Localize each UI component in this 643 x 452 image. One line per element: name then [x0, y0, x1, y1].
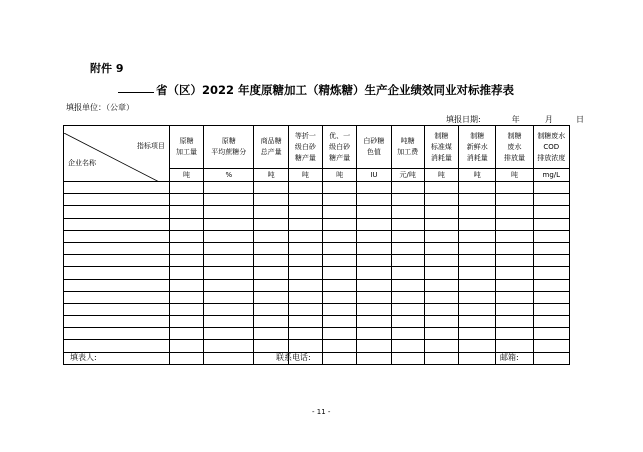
indicator-header: 指标项目: [136, 141, 165, 150]
unit-cell: 吨: [459, 169, 496, 182]
table-row: [64, 352, 570, 364]
table-cell[interactable]: [391, 279, 424, 291]
unit-cell: 吨: [169, 169, 203, 182]
table-cell[interactable]: [391, 255, 424, 267]
table-cell[interactable]: [357, 218, 391, 230]
filler-label: 填表人:: [70, 353, 97, 362]
table-cell[interactable]: [391, 303, 424, 315]
table-cell[interactable]: [357, 206, 391, 218]
table-cell[interactable]: [323, 230, 357, 242]
table-cell[interactable]: [323, 352, 357, 364]
table-cell[interactable]: [204, 340, 254, 352]
unit-cell: mg/L: [533, 169, 569, 182]
annex-label: 附件 9: [90, 62, 124, 75]
column-header-line: 级白砂: [329, 142, 351, 151]
table-cell[interactable]: [533, 328, 569, 340]
table-cell[interactable]: [357, 352, 391, 364]
table-cell[interactable]: [169, 279, 203, 291]
column-header-line: 排放量: [503, 153, 525, 162]
table-cell[interactable]: [459, 291, 496, 303]
table-cell[interactable]: [533, 182, 569, 194]
table-cell[interactable]: [64, 291, 170, 303]
table-cell[interactable]: [424, 242, 458, 254]
column-header-line: 总产量: [260, 148, 282, 156]
table-cell[interactable]: [323, 279, 357, 291]
table-cell[interactable]: [459, 194, 496, 206]
table-cell[interactable]: [288, 230, 322, 242]
table-cell[interactable]: [496, 182, 533, 194]
table-row: [64, 303, 570, 315]
table-cell[interactable]: [169, 218, 203, 230]
table-cell[interactable]: [254, 316, 288, 328]
table-cell[interactable]: [459, 352, 496, 364]
table-cell[interactable]: [391, 352, 424, 364]
column-header-line: 吨糖: [400, 137, 415, 145]
table-cell[interactable]: [64, 279, 170, 291]
unit-cell: 吨: [323, 169, 357, 182]
table-cell[interactable]: [204, 316, 254, 328]
table-cell[interactable]: [288, 218, 322, 230]
table-cell[interactable]: [424, 316, 458, 328]
table-cell[interactable]: [496, 340, 533, 352]
table-cell[interactable]: [459, 218, 496, 230]
column-header-line: 消耗量: [430, 153, 452, 162]
column-header-line: 新鲜水: [466, 142, 488, 151]
table-cell[interactable]: [424, 194, 458, 206]
table-cell[interactable]: [533, 352, 569, 364]
table-cell[interactable]: [459, 182, 496, 194]
recommendation-table: [63, 125, 570, 365]
table-cell[interactable]: [533, 206, 569, 218]
column-header-line: 糖产量: [294, 153, 316, 162]
column-header: [496, 126, 533, 169]
table-cell[interactable]: [323, 255, 357, 267]
table-cell[interactable]: [204, 182, 254, 194]
table-cell[interactable]: [357, 303, 391, 315]
table-cell[interactable]: [323, 291, 357, 303]
table-cell[interactable]: [204, 328, 254, 340]
table-cell[interactable]: [323, 218, 357, 230]
column-header-line: 白砂糖: [363, 137, 385, 145]
table-cell[interactable]: [204, 194, 254, 206]
table-cell[interactable]: [204, 267, 254, 279]
table-cell[interactable]: [204, 255, 254, 267]
column-header-line: 原糖: [179, 137, 194, 145]
table-cell[interactable]: [533, 291, 569, 303]
table-cell[interactable]: [459, 267, 496, 279]
table-cell[interactable]: [288, 291, 322, 303]
table-cell[interactable]: [357, 279, 391, 291]
table-cell[interactable]: [424, 267, 458, 279]
table-cell[interactable]: [357, 316, 391, 328]
table-cell[interactable]: [204, 303, 254, 315]
table-cell[interactable]: [323, 194, 357, 206]
table-cell[interactable]: [169, 230, 203, 242]
table-cell[interactable]: [64, 255, 170, 267]
column-header-line: 制糖: [434, 131, 449, 140]
table-cell[interactable]: [391, 230, 424, 242]
table-cell[interactable]: [64, 194, 170, 206]
table-cell[interactable]: [496, 328, 533, 340]
column-header-line: 等折一: [294, 131, 316, 140]
fill-date: [446, 114, 584, 125]
column-header-line: 制糖废水: [537, 131, 566, 140]
table-cell[interactable]: [254, 328, 288, 340]
table-cell[interactable]: [496, 291, 533, 303]
table-cell[interactable]: [169, 352, 203, 364]
table-cell[interactable]: [533, 267, 569, 279]
column-header-line: 加工量: [175, 148, 197, 156]
diagonal-header-cell: [64, 126, 170, 182]
table-cell[interactable]: [288, 316, 322, 328]
table-cell[interactable]: [323, 182, 357, 194]
fill-date-year: 年: [511, 115, 520, 124]
table-cell[interactable]: [496, 218, 533, 230]
table-cell[interactable]: [391, 182, 424, 194]
table-row: [64, 316, 570, 328]
table-cell[interactable]: [357, 291, 391, 303]
table-cell[interactable]: [254, 206, 288, 218]
table-cell[interactable]: [64, 242, 170, 254]
table-cell[interactable]: [323, 316, 357, 328]
table-cell[interactable]: [323, 340, 357, 352]
table-cell[interactable]: [169, 316, 203, 328]
table-cell[interactable]: [459, 316, 496, 328]
email-label: 邮箱:: [500, 353, 519, 362]
table-cell[interactable]: [533, 316, 569, 328]
page-number: - 11 -: [312, 408, 331, 416]
table-cell[interactable]: [391, 267, 424, 279]
table-cell[interactable]: [169, 267, 203, 279]
column-header-line: 废水: [507, 142, 522, 151]
table-cell[interactable]: [288, 182, 322, 194]
table-cell[interactable]: [64, 182, 170, 194]
table-cell[interactable]: [288, 255, 322, 267]
table-cell[interactable]: [64, 230, 170, 242]
unit-cell: 吨: [288, 169, 322, 182]
column-header: [288, 126, 322, 169]
unit-cell: 吨: [424, 169, 458, 182]
table-cell[interactable]: [254, 303, 288, 315]
table-cell[interactable]: [254, 267, 288, 279]
column-header-line: 制糖: [470, 131, 485, 140]
table-cell[interactable]: [323, 267, 357, 279]
table-cell[interactable]: [424, 206, 458, 218]
table-cell[interactable]: [357, 242, 391, 254]
table-cell[interactable]: [254, 182, 288, 194]
table-row: [64, 328, 570, 340]
table-cell[interactable]: [496, 255, 533, 267]
table-row: [64, 194, 570, 206]
column-header-line: COD: [543, 142, 560, 151]
column-header-line: 标准煤: [430, 142, 452, 151]
table-cell[interactable]: [357, 328, 391, 340]
column-header-line: 排放浓度: [537, 153, 566, 162]
table-cell[interactable]: [288, 340, 322, 352]
table-cell[interactable]: [424, 303, 458, 315]
table-cell[interactable]: [357, 230, 391, 242]
unit-cell: 元/吨: [391, 169, 424, 182]
table-cell[interactable]: [204, 206, 254, 218]
table-cell[interactable]: [424, 340, 458, 352]
table-cell[interactable]: [64, 267, 170, 279]
table-cell[interactable]: [496, 242, 533, 254]
table-cell[interactable]: [459, 242, 496, 254]
table-cell[interactable]: [533, 279, 569, 291]
table-cell[interactable]: [496, 206, 533, 218]
table-cell[interactable]: [288, 267, 322, 279]
table-cell[interactable]: [288, 303, 322, 315]
table-row: [64, 206, 570, 218]
table-cell[interactable]: [424, 230, 458, 242]
table-row: [64, 291, 570, 303]
table-cell[interactable]: [533, 194, 569, 206]
title-blank-line: [118, 92, 154, 93]
table-cell[interactable]: [64, 206, 170, 218]
table-cell[interactable]: [391, 340, 424, 352]
table-cell[interactable]: [357, 267, 391, 279]
table-cell[interactable]: [254, 255, 288, 267]
column-header-line: 消耗量: [466, 153, 488, 162]
column-header: [204, 126, 254, 169]
fill-unit-label: 填报单位：（公章）: [66, 103, 134, 112]
column-header: [424, 126, 458, 169]
column-header-line: 制糖: [507, 131, 522, 140]
fill-date-label: 填报日期:: [446, 115, 481, 124]
table-cell[interactable]: [204, 352, 254, 364]
table-cell[interactable]: [496, 194, 533, 206]
table-cell[interactable]: [391, 328, 424, 340]
column-header-line: 原糖: [221, 137, 236, 145]
fill-date-day: 日: [575, 115, 584, 124]
table-cell[interactable]: [424, 291, 458, 303]
table-cell[interactable]: [204, 279, 254, 291]
table-row: [64, 242, 570, 254]
table-cell[interactable]: [64, 316, 170, 328]
column-header: [391, 126, 424, 169]
table-cell[interactable]: [357, 194, 391, 206]
table-cell[interactable]: [496, 279, 533, 291]
column-header: [323, 126, 357, 169]
table-row: [64, 182, 570, 194]
table-cell[interactable]: [64, 218, 170, 230]
table-cell[interactable]: [254, 242, 288, 254]
table-cell[interactable]: [533, 255, 569, 267]
table-cell[interactable]: [254, 279, 288, 291]
table-cell[interactable]: [254, 194, 288, 206]
table-cell[interactable]: [323, 242, 357, 254]
table-cell[interactable]: [533, 230, 569, 242]
unit-cell: %: [204, 169, 254, 182]
table-cell[interactable]: [459, 230, 496, 242]
column-header-line: 优、一: [329, 131, 351, 140]
table-cell[interactable]: [533, 303, 569, 315]
table-cell[interactable]: [64, 328, 170, 340]
table-cell[interactable]: [459, 328, 496, 340]
unit-cell: 吨: [254, 169, 288, 182]
table-cell[interactable]: [254, 291, 288, 303]
table-cell[interactable]: [424, 218, 458, 230]
column-header: [459, 126, 496, 169]
table-cell[interactable]: [64, 340, 170, 352]
table-cell[interactable]: [533, 340, 569, 352]
table-cell[interactable]: [459, 340, 496, 352]
unit-cell: IU: [357, 169, 391, 182]
table-cell[interactable]: [391, 218, 424, 230]
table-cell[interactable]: [533, 218, 569, 230]
table-cell[interactable]: [459, 255, 496, 267]
fill-date-month: 月: [544, 115, 553, 124]
table-cell[interactable]: [459, 206, 496, 218]
table-cell[interactable]: [459, 279, 496, 291]
column-header-line: 加工费: [397, 148, 419, 156]
table-row: [64, 255, 570, 267]
table-cell[interactable]: [496, 230, 533, 242]
table-cell[interactable]: [391, 316, 424, 328]
table-cell[interactable]: [169, 182, 203, 194]
table-cell[interactable]: [288, 194, 322, 206]
table-cell[interactable]: [424, 328, 458, 340]
column-header: [254, 126, 288, 169]
column-header-line: 商品糖: [260, 137, 282, 145]
table-cell[interactable]: [169, 303, 203, 315]
table-cell[interactable]: [169, 340, 203, 352]
table-cell[interactable]: [533, 242, 569, 254]
table-cell[interactable]: [424, 182, 458, 194]
column-header: [533, 126, 569, 169]
table-cell[interactable]: [357, 255, 391, 267]
table-cell[interactable]: [204, 242, 254, 254]
table-cell[interactable]: [357, 340, 391, 352]
table-cell[interactable]: [424, 255, 458, 267]
table-row: [64, 279, 570, 291]
table-cell[interactable]: [254, 340, 288, 352]
table-cell[interactable]: [169, 242, 203, 254]
table-cell[interactable]: [424, 279, 458, 291]
phone-label: 联系电话:: [276, 353, 311, 362]
table-cell[interactable]: [391, 291, 424, 303]
table-cell[interactable]: [323, 328, 357, 340]
table-cell[interactable]: [391, 242, 424, 254]
column-header-line: 色值: [366, 148, 381, 156]
table-cell[interactable]: [391, 194, 424, 206]
column-header: [169, 126, 203, 169]
table-cell[interactable]: [254, 230, 288, 242]
page-title: 省（区）2022 年度原糖加工（精炼糖）生产企业绩效同业对标推荐表: [156, 83, 515, 97]
unit-cell: 吨: [496, 169, 533, 182]
column-header-line: 级白砂: [294, 142, 316, 151]
table-row: [64, 340, 570, 352]
table-cell[interactable]: [459, 303, 496, 315]
table-cell[interactable]: [288, 242, 322, 254]
table-cell[interactable]: [424, 352, 458, 364]
table-cell[interactable]: [288, 206, 322, 218]
table-cell[interactable]: [204, 291, 254, 303]
table-cell[interactable]: [496, 316, 533, 328]
enterprise-header: 企业名称: [68, 158, 96, 167]
table-cell[interactable]: [323, 206, 357, 218]
table-cell[interactable]: [391, 206, 424, 218]
table-row: [64, 218, 570, 230]
table-cell[interactable]: [64, 303, 170, 315]
table-cell[interactable]: [496, 267, 533, 279]
table-cell[interactable]: [323, 303, 357, 315]
table-cell[interactable]: [169, 194, 203, 206]
table-row: [64, 267, 570, 279]
table-cell[interactable]: [288, 279, 322, 291]
table-cell[interactable]: [254, 218, 288, 230]
column-header-line: 平均蔗糖分: [211, 148, 247, 156]
table-cell[interactable]: [496, 303, 533, 315]
table-row: [64, 230, 570, 242]
table-cell[interactable]: [204, 218, 254, 230]
table-cell[interactable]: [169, 255, 203, 267]
table-cell[interactable]: [288, 328, 322, 340]
column-header: [357, 126, 391, 169]
table-cell[interactable]: [169, 328, 203, 340]
table-cell[interactable]: [357, 182, 391, 194]
table-cell[interactable]: [169, 206, 203, 218]
column-header-line: 糖产量: [329, 153, 351, 162]
table-cell[interactable]: [204, 230, 254, 242]
table-cell[interactable]: [169, 291, 203, 303]
